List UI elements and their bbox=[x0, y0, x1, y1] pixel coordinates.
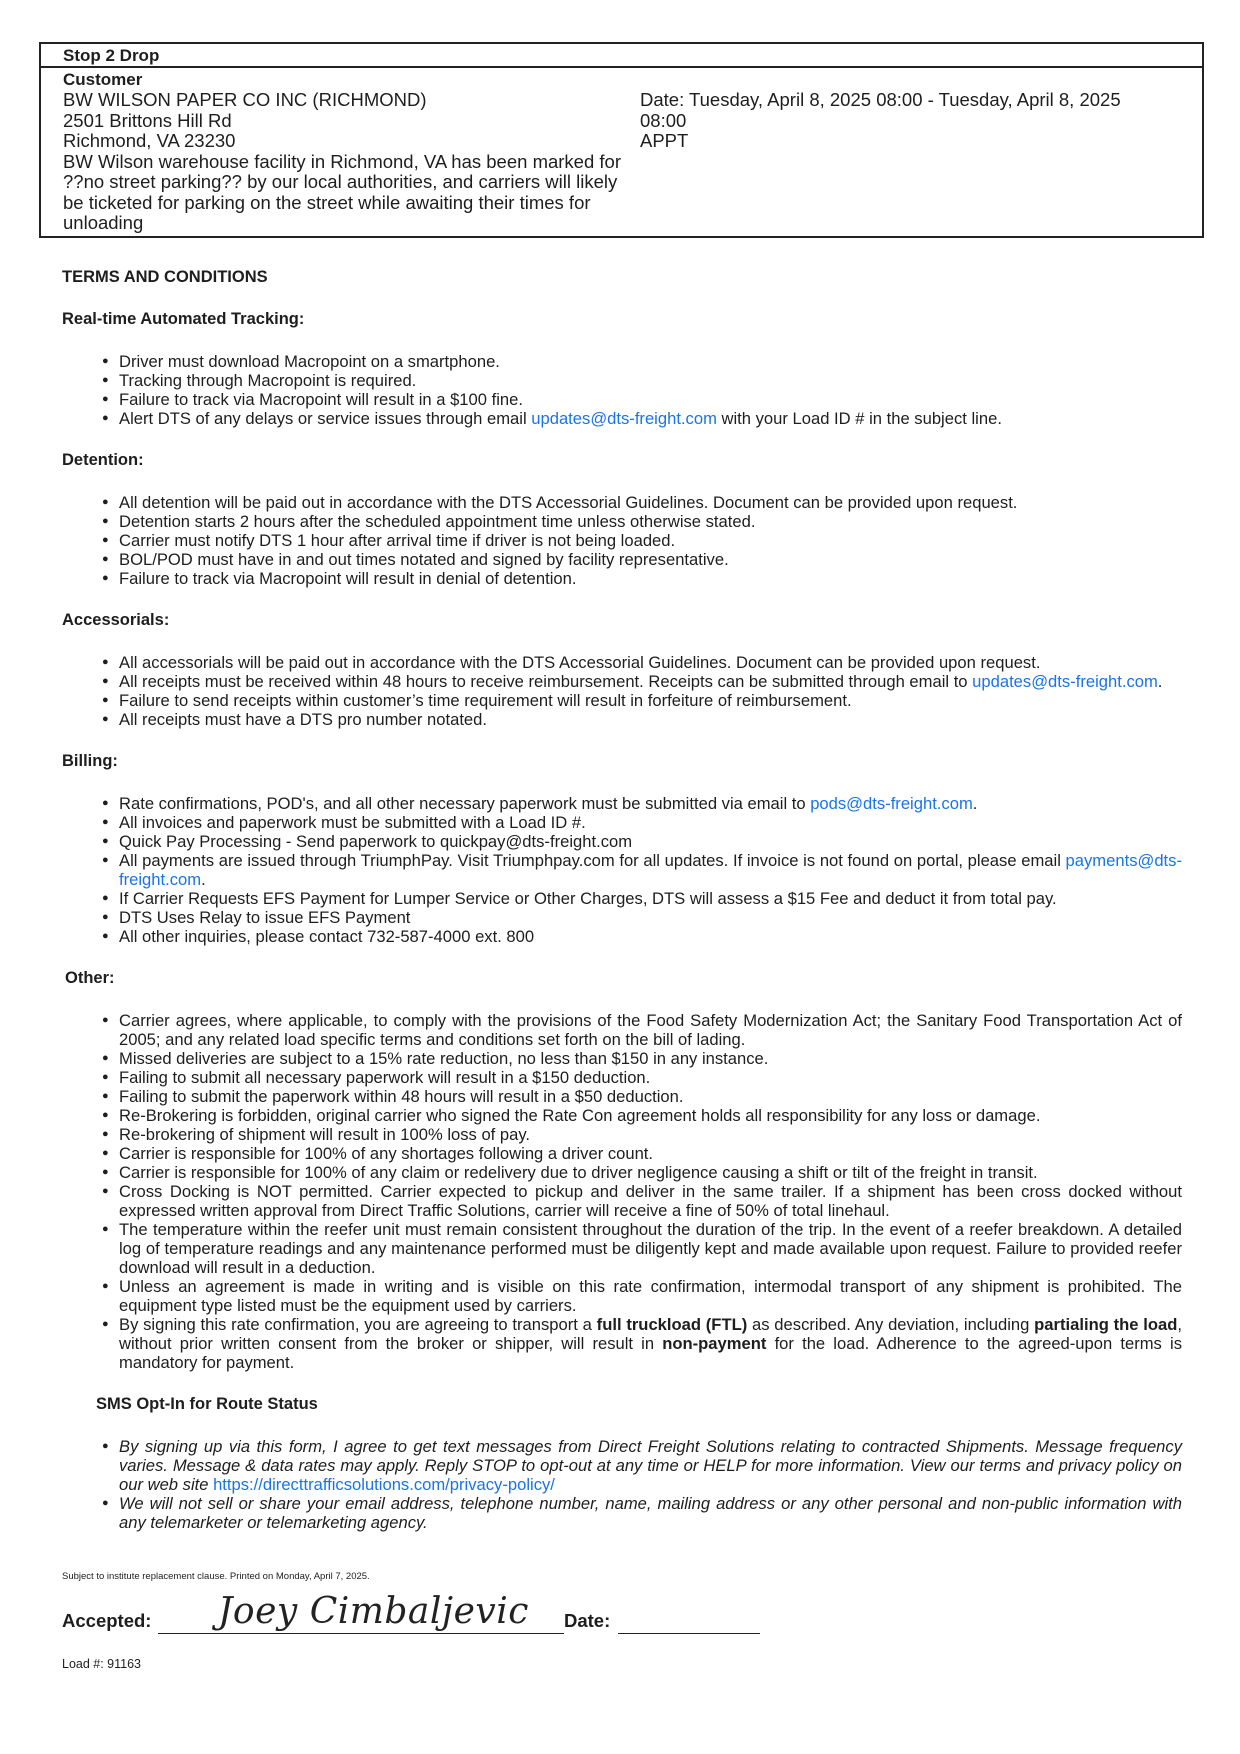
bullet-icon: ● bbox=[102, 1166, 109, 1178]
date-line[interactable] bbox=[618, 1633, 760, 1634]
bullet-icon: ● bbox=[102, 1440, 109, 1452]
customer-name: BW WILSON PAPER CO INC (RICHMOND) bbox=[63, 89, 427, 110]
ftl-clause: ● By signing this rate confirmation, you are agreeing to transport a full truckload (FTL) as described. Any deviation, including partialing the load, without prior written consent from the broker or shipper, will result in non-payment for the load. Adherence to the agreed-upon terms is mandatory for payment. bbox=[102, 1315, 1182, 1372]
pods-email-link[interactable]: pods@dts-freight.com bbox=[810, 794, 973, 813]
bullet-icon: ● bbox=[102, 694, 109, 706]
list-item: ● BOL/POD must have in and out times notated and signed by facility representative. bbox=[102, 550, 729, 569]
bullet-icon: ● bbox=[102, 1014, 109, 1026]
list-item: ● All accessorials will be paid out in accordance with the DTS Accessorial Guidelines. Document can be provided upon request. bbox=[102, 653, 1041, 672]
list-item: ● Cross Docking is NOT permitted. Carrier expected to pickup and deliver in the same trailer. If a shipment has been cross docked without expressed written approval from Direct Traffic Solutions, carrier will receive a fine of 50% of total linehaul. bbox=[102, 1182, 1182, 1220]
list-item: ● Quick Pay Processing - Send paperwork to quickpay@dts-freight.com bbox=[102, 832, 633, 851]
detention-list bbox=[62, 493, 1182, 588]
customer-label: Customer bbox=[63, 70, 143, 89]
list-item: ● All receipts must be received within 48 hours to receive reimbursement. Receipts can be submitted through email to updates@dts-freight.com. bbox=[102, 672, 1163, 691]
billing-list bbox=[62, 794, 1182, 946]
list-item: ● If Carrier Requests EFS Payment for Lumper Service or Other Charges, DTS will assess a $15 Fee and deduct it from total pay. bbox=[102, 889, 1057, 908]
bullet-icon: ● bbox=[102, 393, 109, 405]
stop-heading: Stop 2 Drop bbox=[41, 44, 1202, 68]
customer-note: BW Wilson warehouse facility in Richmond, VA has been marked for ??no street parking?? by our local authorities, and carriers will likely be ticketed for parking on the street while awaiting their times for unloading bbox=[63, 150, 621, 233]
stop-table bbox=[39, 42, 1204, 238]
list-item: ● All detention will be paid out in accordance with the DTS Accessorial Guidelines. Document can be provided upon request. bbox=[102, 493, 1018, 512]
bullet-icon: ● bbox=[102, 534, 109, 546]
bullet-icon: ● bbox=[102, 835, 109, 847]
signature-line[interactable] bbox=[158, 1633, 564, 1634]
accessorials-title: Accessorials: bbox=[62, 611, 170, 629]
list-item: ● Carrier agrees, where applicable, to comply with the provisions of the Food Safety Modernization Act; the Sanitary Food Transportation Act of 2005; and any related load specific terms and conditions set forth on the bill of lading. bbox=[102, 1011, 1182, 1049]
list-item: ● Failing to submit the paperwork within 48 hours will result in a $50 deduction. bbox=[102, 1087, 684, 1106]
bullet-icon: ● bbox=[102, 515, 109, 527]
sms-list bbox=[62, 1437, 1182, 1532]
bullet-icon: ● bbox=[102, 675, 109, 687]
list-item: ● Failure to send receipts within customer’s time requirement will result in forfeiture of reimbursement. bbox=[102, 691, 852, 710]
tracking-list bbox=[62, 352, 1182, 428]
list-item: ● Alert DTS of any delays or service issues through email updates@dts-freight.com with your Load ID # in the subject line. bbox=[102, 409, 1002, 428]
bullet-icon: ● bbox=[102, 374, 109, 386]
other-list bbox=[62, 1011, 1182, 1372]
sms-title: SMS Opt-In for Route Status bbox=[96, 1395, 318, 1413]
accessorials-list bbox=[62, 653, 1182, 729]
payments-email-link[interactable]: payments@dts-freight.com bbox=[119, 851, 1182, 889]
list-item: ● Carrier is responsible for 100% of any claim or redelivery due to driver negligence causing a shift or tilt of the freight in transit. bbox=[102, 1163, 1038, 1182]
list-item: ● Re-brokering of shipment will result in 100% loss of pay. bbox=[102, 1125, 531, 1144]
accepted-label: Accepted: bbox=[62, 1610, 152, 1631]
list-item: ● Unless an agreement is made in writing and is visible on this rate confirmation, intermodal transport of any shipment is prohibited. The equipment type listed must be the equipment used by carriers. bbox=[102, 1277, 1182, 1315]
bullet-icon: ● bbox=[102, 1147, 109, 1159]
load-number: Load #: 91163 bbox=[62, 1657, 142, 1671]
list-item: ● DTS Uses Relay to issue EFS Payment bbox=[102, 908, 411, 927]
stop-body bbox=[41, 90, 1202, 236]
footer-note: Subject to institute replacement clause. Printed on Monday, April 7, 2025. bbox=[62, 1571, 370, 1582]
terms-title: TERMS AND CONDITIONS bbox=[62, 268, 268, 286]
bullet-icon: ● bbox=[102, 1280, 109, 1292]
customer-city: Richmond, VA 23230 bbox=[63, 130, 236, 151]
date-label: Date: bbox=[564, 1610, 611, 1631]
bullet-icon: ● bbox=[102, 355, 109, 367]
bullet-icon: ● bbox=[102, 1185, 109, 1197]
bullet-icon: ● bbox=[102, 1109, 109, 1121]
list-item: ● All other inquiries, please contact 732-587-4000 ext. 800 bbox=[102, 927, 535, 946]
bullet-icon: ● bbox=[102, 412, 109, 424]
terms-section bbox=[62, 268, 1182, 1555]
appointment-time: 08:00 bbox=[640, 109, 687, 131]
billing-title: Billing: bbox=[62, 752, 118, 770]
list-item: ● All invoices and paperwork must be submitted with a Load ID #. bbox=[102, 813, 586, 832]
bullet-icon: ● bbox=[102, 1318, 109, 1330]
list-item: ● Failing to submit all necessary paperwork will result in a $150 deduction. bbox=[102, 1068, 651, 1087]
bullet-icon: ● bbox=[102, 930, 109, 942]
appointment-info bbox=[640, 90, 1180, 234]
list-item: ● Detention starts 2 hours after the scheduled appointment time unless otherwise stated. bbox=[102, 512, 756, 531]
list-item: ● Driver must download Macropoint on a smartphone. bbox=[102, 352, 500, 371]
bullet-icon: ● bbox=[102, 1128, 109, 1140]
list-item: ● Missed deliveries are subject to a 15% rate reduction, no less than $150 in any instance. bbox=[102, 1049, 769, 1068]
list-item: ● Rate confirmations, POD's, and all other necessary paperwork must be submitted via email to pods@dts-freight.com. bbox=[102, 794, 978, 813]
customer-street: 2501 Brittons Hill Rd bbox=[63, 109, 232, 131]
signature: Joey Cimbaljevic bbox=[218, 1591, 529, 1632]
acceptance-row bbox=[62, 1591, 962, 1637]
bullet-icon: ● bbox=[102, 572, 109, 584]
list-item: ● We will not sell or share your email address, telephone number, name, mailing address or any other personal and non-public information with any telemarketer or telemarketing agency. bbox=[102, 1494, 1182, 1532]
list-item: ● All receipts must have a DTS pro number notated. bbox=[102, 710, 488, 729]
bullet-icon: ● bbox=[102, 854, 109, 866]
list-item: ● Carrier must notify DTS 1 hour after arrival time if driver is not being loaded. bbox=[102, 531, 676, 550]
updates-email-link[interactable]: updates@dts-freight.com bbox=[972, 672, 1158, 691]
bullet-icon: ● bbox=[102, 656, 109, 668]
list-item: ● All payments are issued through TriumphPay. Visit Triumphpay.com for all updates. If invoice is not found on portal, please email payments@dts-freight.com. bbox=[102, 851, 1182, 889]
bullet-icon: ● bbox=[102, 816, 109, 828]
bullet-icon: ● bbox=[102, 1071, 109, 1083]
list-item: ● Tracking through Macropoint is required. bbox=[102, 371, 417, 390]
bullet-icon: ● bbox=[102, 1223, 109, 1235]
list-item: ● Carrier is responsible for 100% of any shortages following a driver count. bbox=[102, 1144, 654, 1163]
appointment-date: Date: Tuesday, April 8, 2025 08:00 - Tuesday, April 8, 2025 bbox=[640, 89, 1121, 110]
list-item: ● The temperature within the reefer unit must remain consistent throughout the duration of the trip. In the event of a reefer breakdown. A detailed log of temperature readings and any maintenance performed must be diligently kept and made available upon request. Failure to provided reefer download will result in a deduction. bbox=[102, 1220, 1182, 1277]
updates-email-link[interactable]: updates@dts-freight.com bbox=[531, 409, 717, 428]
bullet-icon: ● bbox=[102, 553, 109, 565]
other-title: Other: bbox=[65, 969, 115, 987]
bullet-icon: ● bbox=[102, 797, 109, 809]
bullet-icon: ● bbox=[102, 496, 109, 508]
customer-info bbox=[63, 90, 640, 234]
bullet-icon: ● bbox=[102, 713, 109, 725]
bullet-icon: ● bbox=[102, 1497, 109, 1509]
list-item: ● Failure to track via Macropoint will result in denial of detention. bbox=[102, 569, 577, 588]
bullet-icon: ● bbox=[102, 892, 109, 904]
tracking-title: Real-time Automated Tracking: bbox=[62, 310, 305, 328]
bullet-icon: ● bbox=[102, 911, 109, 923]
list-item: ● By signing up via this form, I agree to get text messages from Direct Freight Solutions relating to contracted Shipments. Message frequency varies. Message & data rates may apply. Reply STOP to opt-out at any time or HELP for more information. View our terms and privacy policy on our web site https://directtrafficsolutions.com/privacy-policy/ bbox=[102, 1437, 1182, 1494]
detention-title: Detention: bbox=[62, 451, 144, 469]
appointment-type: APPT bbox=[640, 130, 689, 151]
bullet-icon: ● bbox=[102, 1090, 109, 1102]
list-item: ● Failure to track via Macropoint will result in a $100 fine. bbox=[102, 390, 523, 409]
privacy-policy-link[interactable]: https://directtrafficsolutions.com/privacy-policy/ bbox=[213, 1475, 555, 1494]
bullet-icon: ● bbox=[102, 1052, 109, 1064]
list-item: ● Re-Brokering is forbidden, original carrier who signed the Rate Con agreement holds all responsibility for any loss or damage. bbox=[102, 1106, 1041, 1125]
